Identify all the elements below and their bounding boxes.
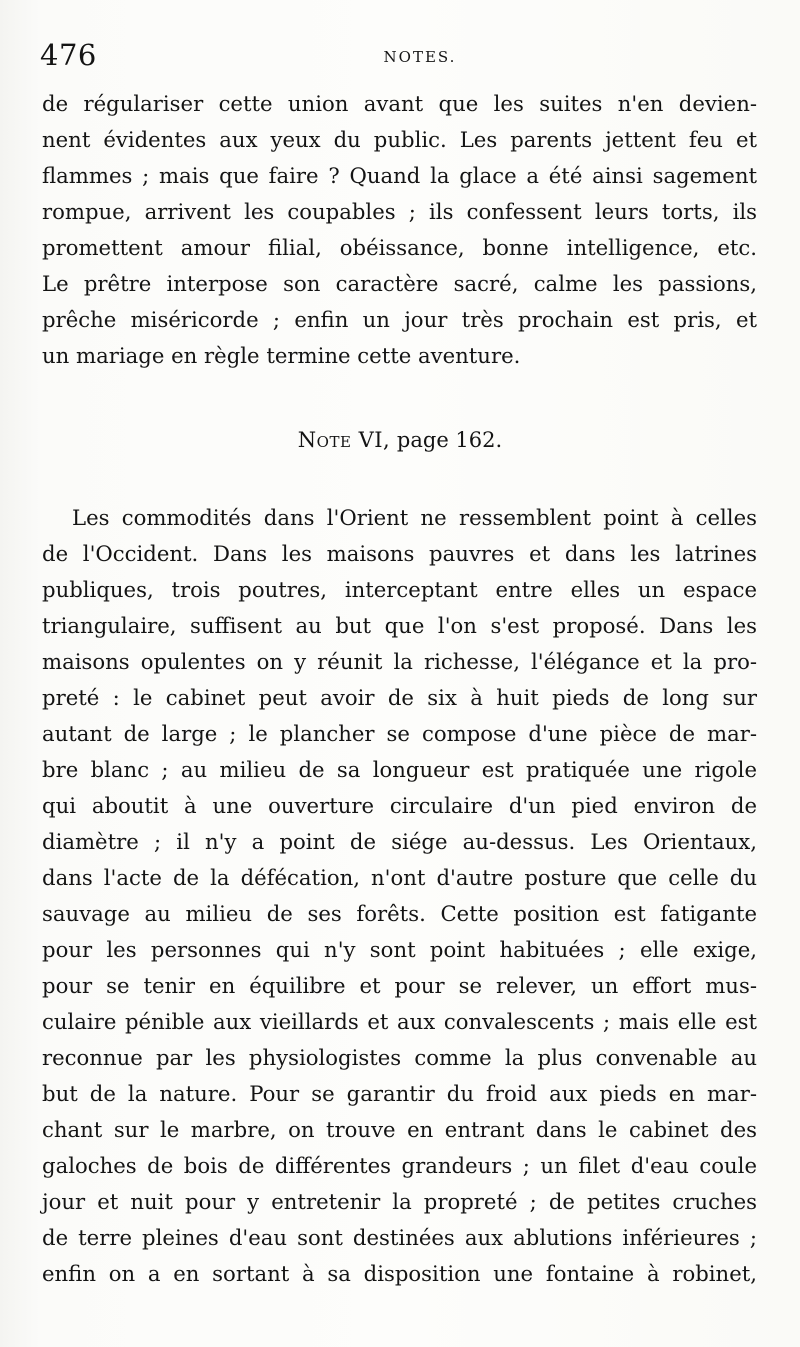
text-line: Les commodités dans l'Orient ne ressemblent point à celles <box>72 505 757 530</box>
note-label: Note VI, <box>297 428 391 452</box>
text-line: pour les personnes qui n'y sont point habituées ; elle exige, <box>42 937 757 962</box>
note-paragraph <box>42 500 757 1292</box>
text-line: culaire pénible aux vieillards et aux convalescents ; mais elle est <box>42 1009 757 1034</box>
text-line: un mariage en règle termine cette aventure. <box>42 343 521 368</box>
text-line: flammes ; mais que faire ? Quand la glace a été ainsi sagement <box>42 163 757 188</box>
text-line: triangulaire, suffisent au but que l'on s'est proposé. Dans les <box>42 613 757 638</box>
text-line: Le prêtre interpose son caractère sacré, calme les passions, <box>42 271 757 296</box>
text-line: sauvage au milieu de ses forêts. Cette position est fatigante <box>42 901 757 926</box>
text-line: publiques, trois poutres, interceptant entre elles un espace <box>42 577 757 602</box>
text-line: diamètre ; il n'y a point de siége au-dessus. Les Orientaux, <box>42 829 757 854</box>
text-line: but de la nature. Pour se garantir du froid aux pieds en mar- <box>42 1081 757 1106</box>
text-line: maisons opulentes on y réunit la richesse, l'élégance et la pro- <box>42 649 757 674</box>
text-line: jour et nuit pour y entretenir la propreté ; de petites cruches <box>42 1189 757 1214</box>
text-line: pour se tenir en équilibre et pour se relever, un effort mus- <box>42 973 757 998</box>
note-page-ref: page 162. <box>396 428 503 452</box>
text-line: rompue, arrivent les coupables ; ils confessent leurs torts, ils <box>42 199 757 224</box>
running-head <box>40 38 760 78</box>
text-line: prêche miséricorde ; enfin un jour très prochain est pris, et <box>42 307 757 332</box>
text-line: qui aboutit à une ouverture circulaire d'un pied environ de <box>42 793 757 818</box>
text-line: galoches de bois de différentes grandeurs ; un filet d'eau coule <box>42 1153 757 1178</box>
running-title: NOTES. <box>383 48 457 66</box>
text-line: de régulariser cette union avant que les suites n'en devien- <box>42 91 757 116</box>
page-number: 476 <box>40 38 97 72</box>
note-heading <box>0 422 800 458</box>
text-line: enfin on a en sortant à sa disposition une fontaine à robinet, <box>42 1261 757 1286</box>
text-line: autant de large ; le plancher se compose d'une pièce de mar- <box>42 721 757 746</box>
text-line: nent évidentes aux yeux du public. Les parents jettent feu et <box>42 127 757 152</box>
text-line: promettent amour filial, obéissance, bonne intelligence, etc. <box>42 235 757 260</box>
text-line: dans l'acte de la défécation, n'ont d'autre posture que celle du <box>42 865 757 890</box>
text-line: de l'Occident. Dans les maisons pauvres et dans les latrines <box>42 541 757 566</box>
continued-paragraph <box>42 86 757 374</box>
text-line: bre blanc ; au milieu de sa longueur est pratiquée une rigole <box>42 757 757 782</box>
text-line: de terre pleines d'eau sont destinées aux ablutions inférieures ; <box>42 1225 757 1250</box>
text-line: chant sur le marbre, on trouve en entrant dans le cabinet des <box>42 1117 757 1142</box>
text-line: preté : le cabinet peut avoir de six à huit pieds de long sur <box>42 685 757 710</box>
text-line: reconnue par les physiologistes comme la plus convenable au <box>42 1045 757 1070</box>
